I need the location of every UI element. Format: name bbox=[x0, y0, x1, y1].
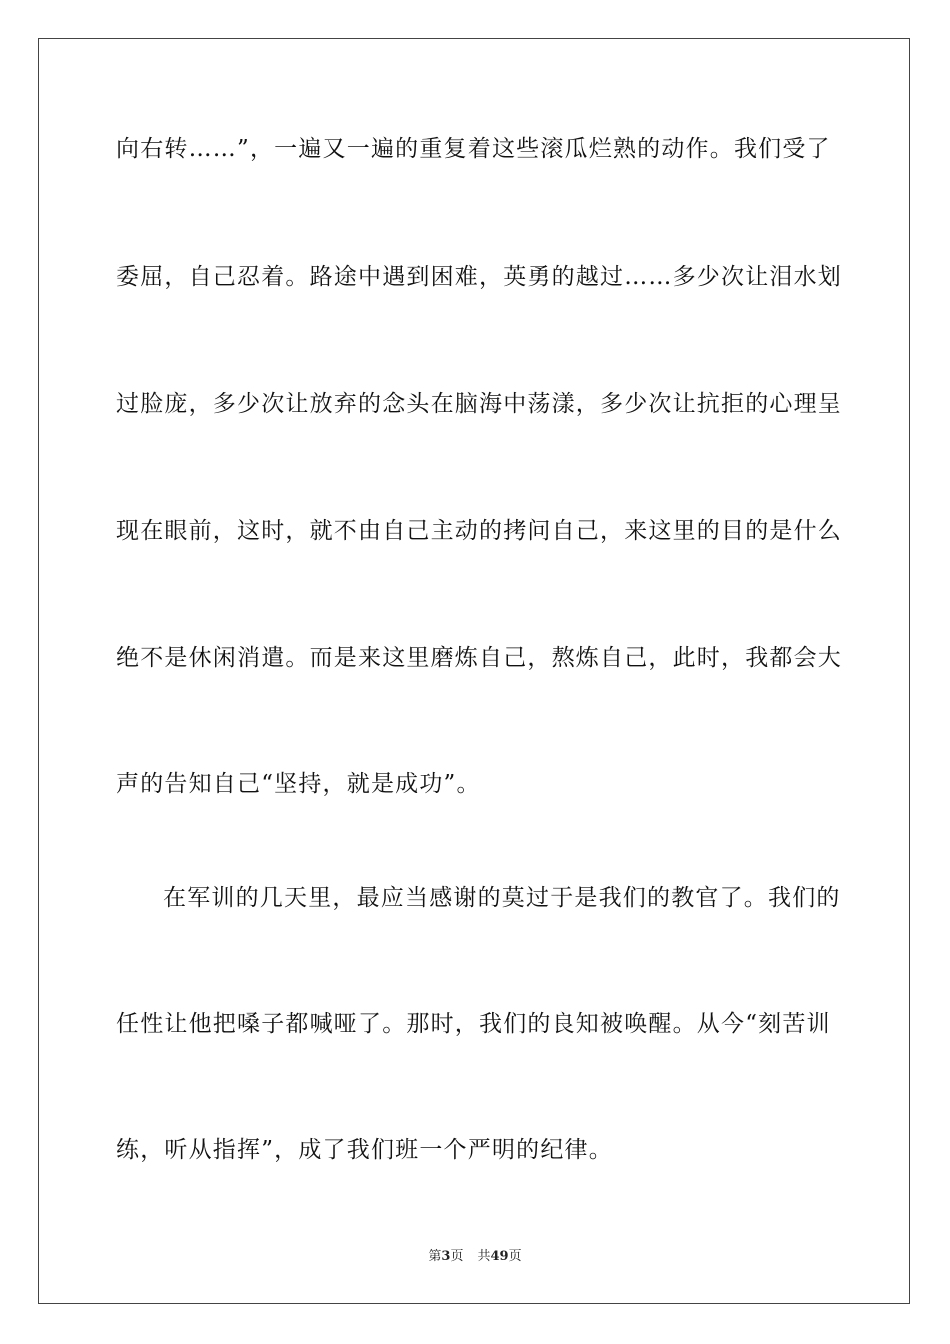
paragraph-line-7: 在军训的几天里，最应当感谢的莫过于是我们的教官了。我们的 bbox=[163, 885, 841, 911]
paragraph-line-6: 声的告知自己“坚持，就是成功”。 bbox=[116, 771, 481, 797]
page-suffix: 页 bbox=[450, 1249, 464, 1264]
total-suffix: 页 bbox=[508, 1249, 522, 1264]
page-prefix: 第 bbox=[428, 1249, 442, 1264]
paragraph-line-1: 向右转……”，一遍又一遍的重复着这些滚瓜烂熟的动作。我们受了 bbox=[116, 136, 831, 162]
paragraph-line-3: 过脸庞，多少次让放弃的念头在脑海中荡漾，多少次让抗拒的心理呈 bbox=[116, 391, 842, 417]
page-footer bbox=[0, 1248, 950, 1266]
total-pages: 49 bbox=[490, 1249, 509, 1264]
paragraph-line-5: 绝不是休闲消遣。而是来这里磨炼自己，熬炼自己，此时，我都会大 bbox=[116, 645, 842, 671]
paragraph-line-4: 现在眼前，这时，就不由自己主动的拷问自己，来这里的目的是什么 bbox=[116, 518, 842, 544]
paragraph-line-8: 任性让他把嗓子都喊哑了。那时，我们的良知被唤醒。从今“刻苦训 bbox=[116, 1011, 831, 1037]
total-prefix: 共 bbox=[477, 1249, 491, 1264]
paragraph-line-9: 练，听从指挥”，成了我们班一个严明的纪律。 bbox=[116, 1137, 613, 1163]
page-number: 3 bbox=[441, 1249, 451, 1264]
paragraph-line-2: 委屈，自己忍着。路途中遇到困难，英勇的越过……多少次让泪水划 bbox=[116, 264, 842, 290]
